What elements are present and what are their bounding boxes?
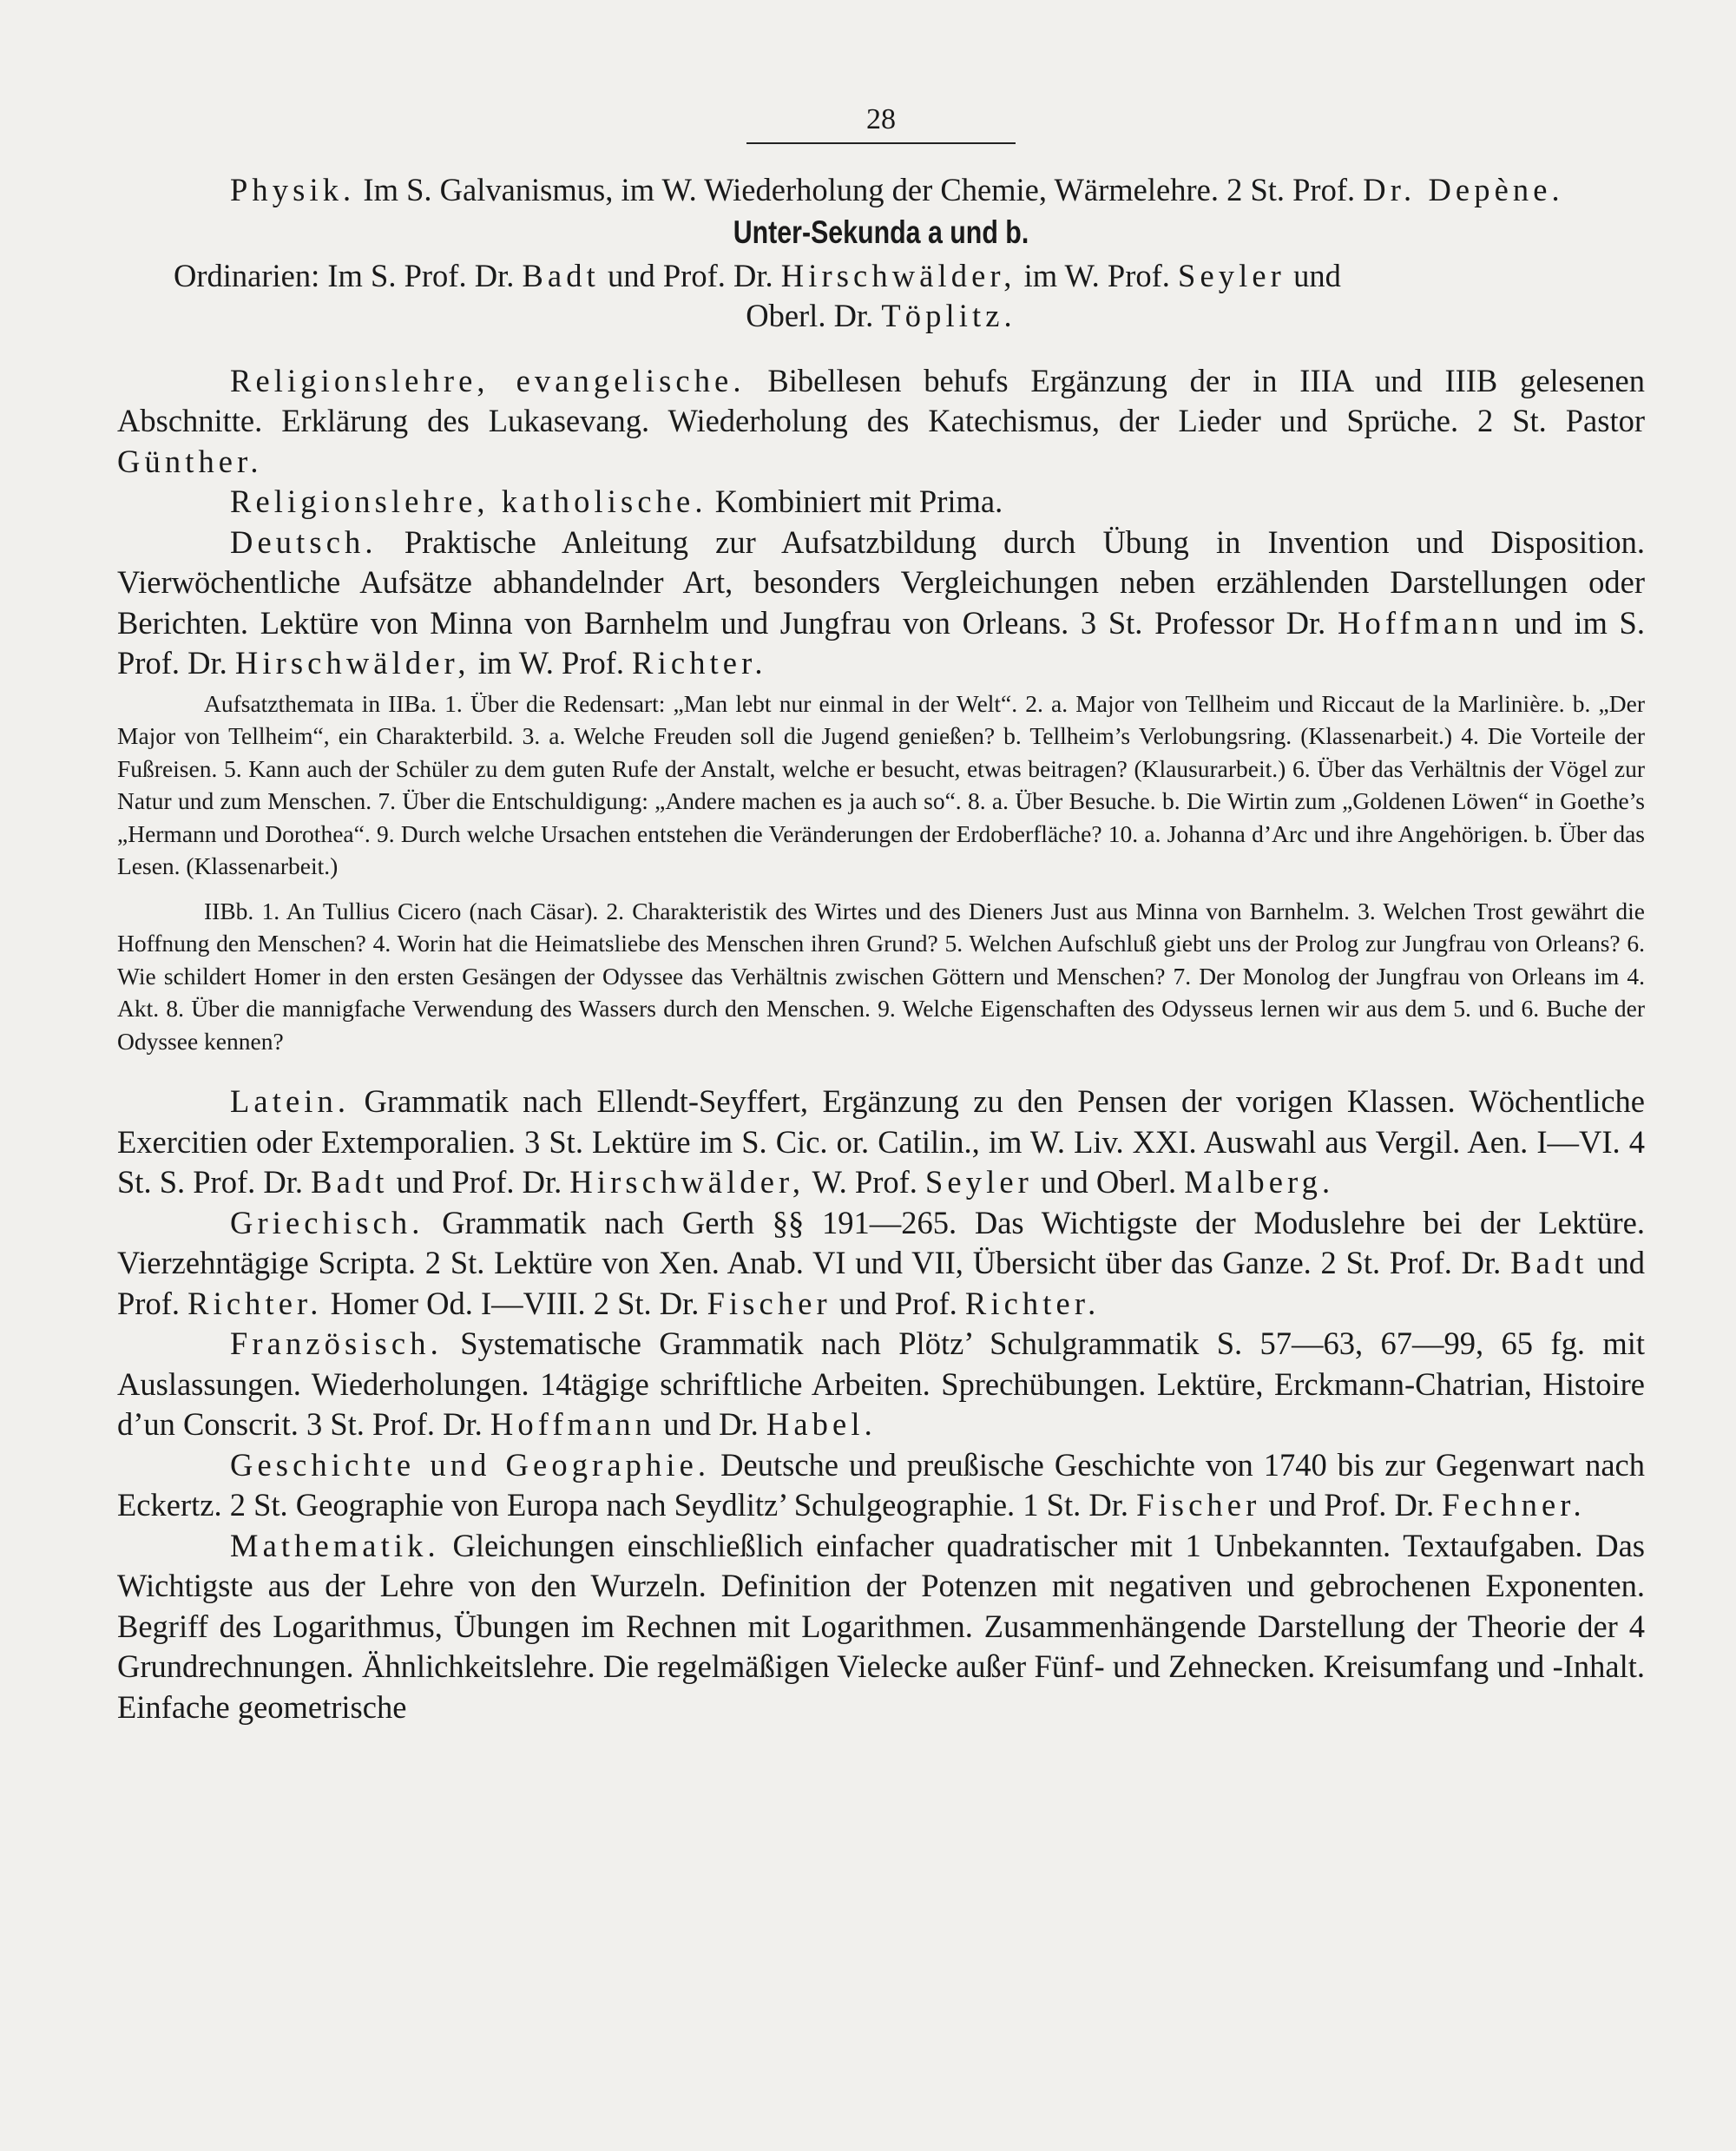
teacher-fischer: Fischer: [1136, 1487, 1261, 1523]
griechisch-text: und Prof.: [117, 1245, 1645, 1321]
griechisch-text: und Prof.: [838, 1285, 957, 1321]
physik-text: Im S. Galvanismus, im W. Wiederholung der Chemie, Wärmelehre. 2 St. Prof.: [363, 172, 1356, 207]
teacher-badt: Badt: [522, 257, 600, 293]
religion-evangelisch-text: Bibellesen behufs Ergänzung der in IIIA und IIIB gelesenen Abschnitte. Erklärung des Lukasevang. Wiederholung des Katechismus, der Lieder und Sprüche. 2 St. Pastor: [117, 362, 1645, 438]
griechisch-text: Homer Od. I—VIII. 2 St. Dr.: [330, 1285, 700, 1321]
subject-deutsch: Deutsch.: [230, 523, 378, 560]
teacher-richter: Richter.: [964, 1285, 1101, 1321]
teacher-seyler: Seyler: [925, 1164, 1033, 1200]
teacher-richter: Richter.: [187, 1285, 323, 1321]
latein-paragraph: [117, 1082, 1645, 1203]
latein-text: Grammatik nach Ellendt-Seyffert, Ergänzung zu den Pensen der vorigen Klassen. Wöchentliche Exercitien oder Extemporalien. 3 St. Lektüre im S. Cic. or. Catilin., im W. Liv. XXI. Auswahl aus Vergil. Aen. I—VI. 4 St. S. Prof. Dr.: [117, 1083, 1646, 1200]
ordinarien-text: und: [1293, 257, 1341, 293]
subject-physik: Physik.: [230, 172, 356, 207]
section-heading: Unter-Sekunda a und b.: [733, 214, 1029, 250]
religion-katholisch-text: Kombiniert mit Prima.: [714, 483, 1003, 519]
teacher-hirschwaelder: Hirschwälder,: [780, 257, 1016, 293]
subject-religion-evangelisch: Religionslehre, evangelische.: [230, 362, 746, 398]
mathematik-text: Gleichungen einschließlich einfacher quadratischer mit 1 Unbekannten. Textaufgaben. Das Wichtigste aus der Lehre von den Wurzeln. Definition der Potenzen mit negativen und gebrochenen Exponenten. Begriff des Logarithmus, Übungen im Rechnen mit Logarithmen. Zusammenhängende Darstellung der Theorie der 4 Grundrechnungen. Ähnlichkeitslehre. Die regelmäßigen Vielecke außer Fünf- und Zehnecken. Kreisumfang und -Inhalt. Einfache geometrische: [117, 1527, 1645, 1725]
subject-franzoesisch: Französisch.: [230, 1325, 443, 1361]
page-number: 28: [866, 103, 896, 135]
ordinarien-second-line: [117, 296, 1645, 337]
latein-text: W. Prof.: [812, 1164, 917, 1200]
aufsatz-iiba-text: 1. Über die Redensart: „Man lebt nur einmal in der Welt“. 2. a. Major von Tellheim und Riccaut de la Marlinière. b. „Der Major von Tellheim“, ein Charakterbild. 3. a. Welche Freuden soll die Jugend genießen? b. Tellheim’s Verlobungsring. (Klassenarbeit.) 4. Die Vorteile der Fußreisen. 5. Kann auch der Schüler zu dem guten Rufe der Anstalt, welche er besucht, etwas beitragen? (Klausurarbeit.) 6. Über das Verhältnis der Vögel zur Natur und zum Menschen. 7. Über die Entschuldigung: „Andere machen es ja auch so“. 8. a. Über Besuche. b. Die Wirtin zum „Goldenen Löwen“ in Goethe’s „Hermann und Dorothea“. 9. Durch welche Ursachen entstehen die Veränderungen der Erdoberfläche? 10. a. Johanna d’Arc und ihre Angehörigen. b. Über das Lesen. (Klassenarbeit.): [117, 689, 1645, 879]
teacher-hirschwaelder: Hirschwälder,: [234, 645, 470, 681]
teacher-malberg: Malberg.: [1184, 1164, 1335, 1200]
teacher-habel: Habel.: [766, 1406, 877, 1442]
latein-text: und Oberl.: [1041, 1164, 1177, 1200]
subject-latein: Latein.: [230, 1083, 351, 1119]
geschichte-text: und Prof. Dr.: [1268, 1487, 1435, 1523]
ordinarien-paragraph: [117, 256, 1645, 297]
teacher-richter: Richter.: [632, 645, 767, 681]
teacher-hoffmann: Hoffmann: [1337, 604, 1503, 641]
subject-religion-katholisch: Religionslehre, katholische.: [230, 483, 707, 519]
mathematik-paragraph: [117, 1526, 1645, 1728]
geschichte-text: Deutsche und preußische Geschichte von 1740 bis zur Gegenwart nach Eckertz. 2 St. Geographie von Europa nach Seydlitz’ Schulgeographie. 1 St. Dr.: [117, 1446, 1646, 1523]
ordinarien-label: Ordinarien:: [174, 257, 320, 293]
physik-paragraph: [117, 170, 1645, 211]
deutsch-text: im W. Prof.: [477, 645, 625, 681]
franzoesisch-text: und Dr.: [663, 1406, 759, 1442]
aufsatz-iibb-text: 1. An Tullius Cicero (nach Cäsar). 2. Charakteristik des Wirtes und des Dieners Just aus Minna von Barnhelm. 3. Welchen Trost gewährt die Hoffnung den Menschen? 4. Worin hat die Heimatsliebe des Menschen ihren Grund? 5. Welchen Aufschluß giebt uns der Prolog zur Jungfrau von Orleans? 6. Wie schildert Homer in den ersten Gesängen der Odyssee das Verhältnis zwischen Göttern und Menschen? 7. Der Monolog der Jungfrau von Orleans im 4. Akt. 8. Über die mannigfache Verwendung des Wassers durch den Menschen. 9. Welche Eigenschaften des Odysseus lernen wir aus dem 5. und 6. Buche der Odyssee kennen?: [117, 897, 1646, 1055]
religion-katholisch-paragraph: [117, 482, 1645, 523]
griechisch-text: Grammatik nach Gerth §§ 191—265. Das Wichtigste der Moduslehre bei der Lektüre. Vierzehntägige Scripta. 2 St. Lektüre von Xen. Anab. VI und VII, Übersicht über das Ganze. 2 St. Prof. Dr.: [117, 1204, 1645, 1280]
teacher-toeplitz: Töplitz.: [881, 298, 1016, 333]
deutsch-text: Praktische Anleitung zur Aufsatzbildung durch Übung in Invention und Disposition. Vierwöchentliche Aufsätze abhandelnder Art, besonders Vergleichungen neben erzählenden Darstellungen oder Berichten. Lektüre von Minna von Barnhelm und Jungfrau von Orleans. 3 St. Professor Dr.: [117, 523, 1646, 641]
ordinarien-text: und Prof. Dr.: [607, 257, 773, 293]
aufsatz-iiba-paragraph: [117, 687, 1645, 883]
header-rule: [746, 142, 1016, 144]
physik-teacher: Dr. Depène.: [1363, 172, 1564, 207]
teacher-hoffmann: Hoffmann: [490, 1406, 656, 1442]
teacher-badt: Badt: [311, 1164, 389, 1200]
subject-geschichte: Geschichte und Geographie.: [230, 1446, 711, 1483]
teacher-badt: Badt: [1510, 1245, 1588, 1280]
teacher-hirschwaelder: Hirschwälder,: [569, 1164, 806, 1200]
teacher-seyler: Seyler: [1178, 257, 1286, 293]
aufsatz-iiba-label: Aufsatzthemata in IIBa.: [204, 689, 437, 717]
teacher-fischer: Fischer: [707, 1285, 832, 1321]
griechisch-paragraph: [117, 1203, 1645, 1325]
geschichte-paragraph: [117, 1445, 1645, 1526]
teacher-fechner: Fechner.: [1442, 1487, 1586, 1523]
religion-evangelisch-paragraph: [117, 361, 1645, 483]
teacher-guenther: Günther.: [117, 443, 263, 479]
deutsch-paragraph: [117, 523, 1645, 684]
franzoesisch-text: Systematische Grammatik nach Plötz’ Schulgrammatik S. 57—63, 67—99, 65 fg. mit Auslassungen. Wiederholungen. 14tägige schriftliche Arbeiten. Sprechübungen. Lektüre, Erckmann-Chatrian, Histoire d’un Conscrit. 3 St. Prof. Dr.: [117, 1325, 1645, 1442]
deutsch-text: und im S. Prof. Dr.: [117, 604, 1645, 681]
ordinarien-text: Im S. Prof. Dr.: [327, 257, 515, 293]
ordinarien-text: Oberl. Dr.: [746, 298, 874, 333]
ordinarien-text: im W. Prof.: [1023, 257, 1170, 293]
franzoesisch-paragraph: [117, 1324, 1645, 1445]
latein-text: und Prof. Dr.: [396, 1164, 562, 1200]
subject-mathematik: Mathematik.: [230, 1527, 440, 1563]
aufsatz-iibb-label: IIBb.: [204, 897, 254, 924]
subject-griechisch: Griechisch.: [230, 1204, 424, 1240]
aufsatz-iibb-paragraph: [117, 895, 1645, 1058]
